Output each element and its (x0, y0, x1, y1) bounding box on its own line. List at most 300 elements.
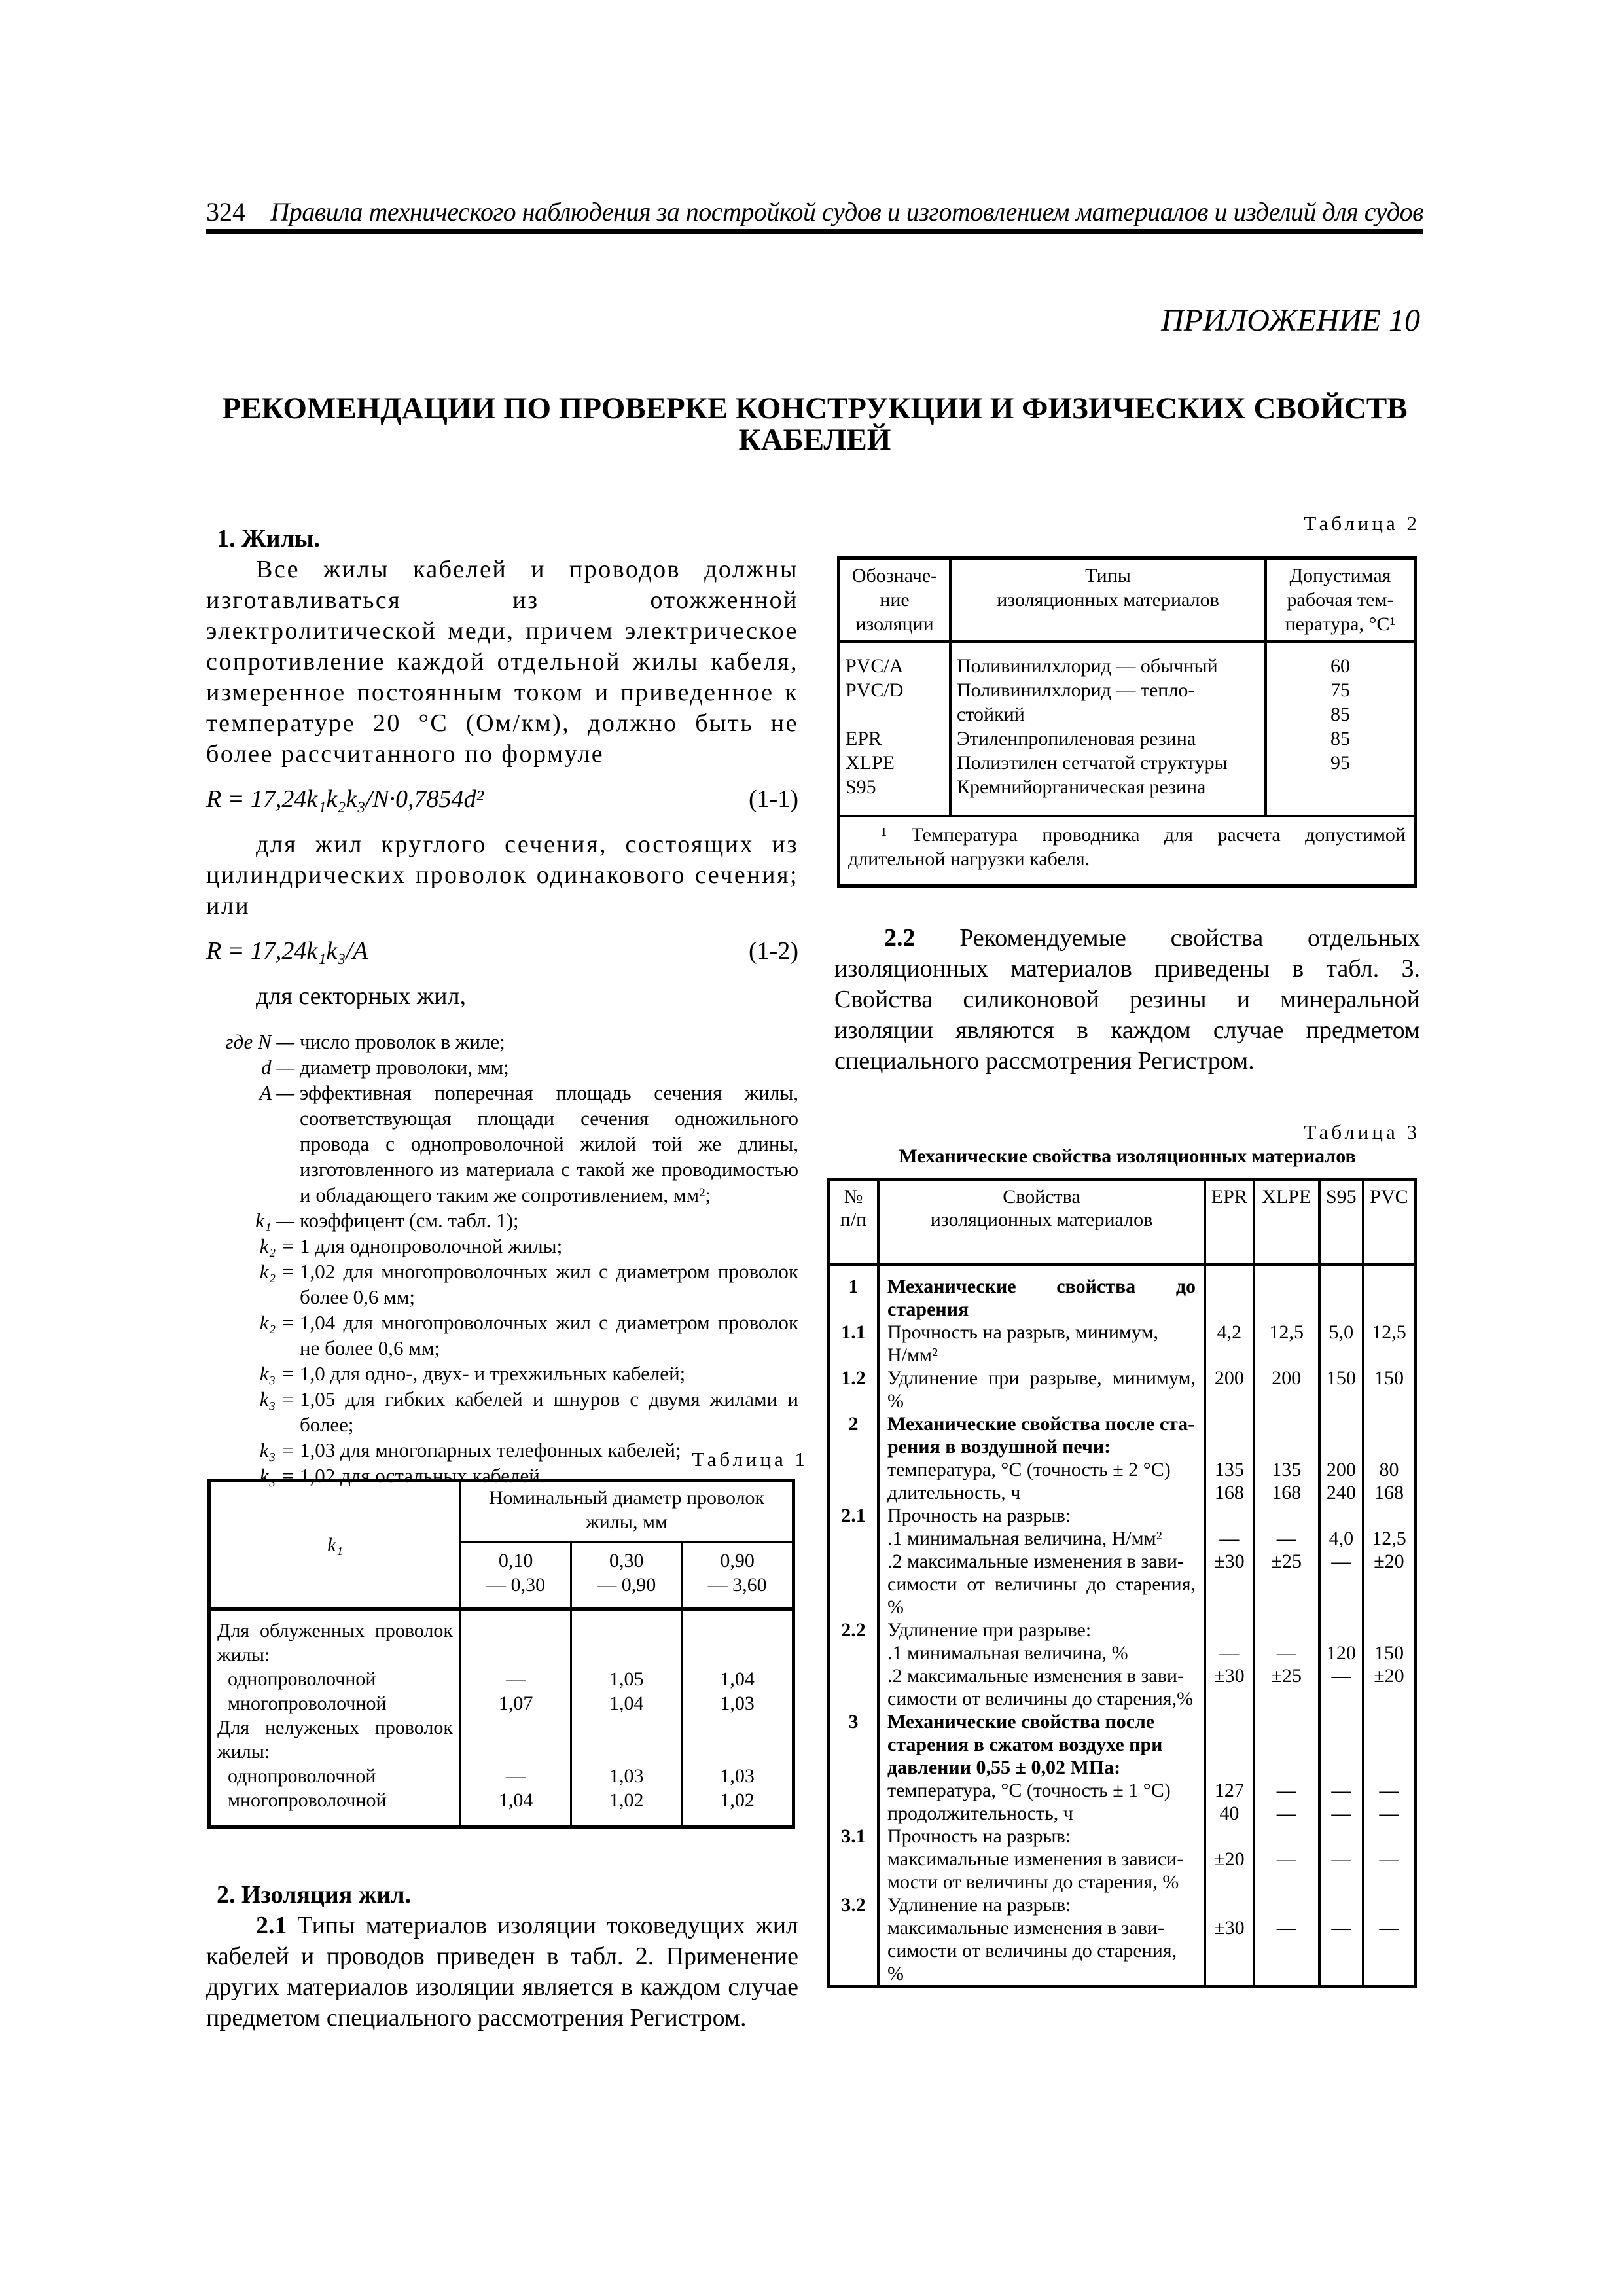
table-1-column-header (682, 1543, 794, 1609)
header-rule (206, 229, 1423, 234)
table-3-cell: — (1319, 1916, 1363, 1939)
table-3-cell (1205, 1435, 1254, 1458)
section-2-para-2 (834, 923, 1420, 1077)
definition-text: 1,03 для многопарных телефонных кабелей; (300, 1439, 681, 1462)
table-3-cell: 168 (1254, 1481, 1319, 1504)
table-3-cell (1205, 1893, 1254, 1916)
definition-text: число проволок в жиле; (300, 1030, 505, 1053)
table-1-cell: 1,02 (720, 1789, 755, 1811)
table-3-row-property: длительность, ч (878, 1481, 1205, 1504)
definition-item (206, 1208, 798, 1233)
table-3-row (829, 1367, 1416, 1412)
table-3-cell: ±20 (1205, 1848, 1254, 1871)
table-3-cell: 150 (1319, 1367, 1363, 1412)
para-2-2-number: 2.2 (884, 924, 916, 952)
page-number: 324 (206, 197, 245, 226)
table-3-cell: 12,5 (1372, 1528, 1406, 1549)
table-2-column-3 (1266, 642, 1416, 817)
table-3-cell (1205, 1871, 1254, 1893)
header-line: пература, °С¹ (1285, 613, 1396, 635)
table-2-footnote: ¹ Температура проводника для расчета допустимой длительной нагрузки кабеля. (848, 824, 1406, 870)
table-3-row-number: 1.2 (829, 1367, 879, 1412)
table-3-cell (1363, 1733, 1416, 1756)
table-3-title: Механические свойства изоляционных материалов (899, 1145, 1356, 1167)
table-3-cell (1363, 1939, 1416, 1962)
table-3-cell: 4,0 (1319, 1527, 1363, 1550)
column-header-line: — 0,30 (486, 1574, 546, 1596)
table-3-row-number: 2.2 (829, 1619, 879, 1641)
table-3-cell (1319, 1573, 1363, 1619)
table-2-cell: 85 (1330, 728, 1350, 749)
table-1-group-header: Номинальный диаметр проволок жилы, мм (461, 1480, 794, 1543)
table-3-spacer-cell (1205, 1985, 1254, 1987)
table-3-cell (1254, 1573, 1319, 1619)
table-3-cell: ±30 (1205, 1664, 1254, 1687)
table-3-row-number (829, 1779, 879, 1802)
table-3-row-number (829, 1458, 879, 1481)
definition-item (206, 1310, 798, 1361)
table-3-cell (1205, 1825, 1254, 1848)
table-2 (837, 556, 1417, 888)
table-3-row-property: .1 минимальная величина, % (878, 1641, 1205, 1664)
table-3-cell (1205, 1412, 1254, 1435)
table-3-row (829, 1687, 1416, 1710)
table-3-spacer-cell (1363, 1985, 1416, 1987)
table-2-cell: Поливинилхлорид — обычный (957, 655, 1218, 677)
table-3-header-material: S95 (1319, 1180, 1363, 1265)
table-3-row (829, 1527, 1416, 1550)
table-3-cell (1363, 1687, 1416, 1710)
table-3-row-number (829, 1848, 879, 1871)
formula-1-1-expr: R = 17,24k₁k₂k₃/N·0,7854d² (206, 785, 484, 813)
table-3-cell (1319, 1265, 1363, 1321)
table-3-cell (1254, 1344, 1319, 1367)
table-3-cell (1254, 1756, 1319, 1779)
table-3-cell: 200 (1254, 1367, 1319, 1412)
table-3-cell (1205, 1710, 1254, 1733)
header-line: п/п (840, 1209, 867, 1230)
table-3-cell: — (1205, 1641, 1254, 1664)
table-3-cell: 12,5 (1372, 1321, 1406, 1343)
definition-symbol: k₂ = (259, 1260, 294, 1283)
table-3-cell: 135 (1254, 1458, 1319, 1481)
definition-text: 1 для однопроволочной жилы; (300, 1234, 563, 1257)
table-2-cell: S95 (846, 776, 876, 798)
table-3-row-number (829, 1481, 879, 1504)
table-1-cell (461, 1609, 571, 1668)
table-3-row-property: максимальные изменения в зависи- (878, 1848, 1205, 1871)
table-3-cell: — (1254, 1527, 1319, 1550)
table-3-row-property: .2 максимальные изменения в зави- (878, 1550, 1205, 1573)
table-3-cell (1363, 1435, 1416, 1458)
table-3-header-property (878, 1180, 1205, 1265)
table-3-header-material: XLPE (1254, 1180, 1319, 1265)
table-3-row (829, 1939, 1416, 1962)
table-2-body-row (839, 642, 1416, 817)
table-3-row-property: симости от величины до старения,% (878, 1687, 1205, 1710)
table-2-cell (846, 702, 944, 726)
table-3-spacer-cell (1319, 1985, 1363, 1987)
section-2-2 (834, 923, 1420, 1077)
table-3-row-property: Н/мм² (878, 1344, 1205, 1367)
table-3-row (829, 1871, 1416, 1893)
table-3-row (829, 1412, 1416, 1435)
table-3-cell (1363, 1893, 1416, 1916)
table-3-row-number (829, 1916, 879, 1939)
section-1-para-3: для секторных жил, (256, 982, 466, 1010)
table-3-row-number (829, 1733, 879, 1756)
section-1-para-2: для жил круглого сечения, состоящих из цилиндрических проволок одинакового сечения; или (206, 831, 798, 920)
table-3-row (829, 1550, 1416, 1573)
definition-text: 1,04 для многопроволочных жил с диаметром проволок не более 0,6 мм; (300, 1311, 798, 1359)
table-3-row (829, 1321, 1416, 1344)
column-header-line: 0,30 (609, 1550, 644, 1571)
table-1-cell: 1,07 (461, 1691, 571, 1715)
table-3-cell: 150 (1374, 1367, 1404, 1389)
table-3-cell (1205, 1687, 1254, 1710)
table-3-cell: — (1254, 1848, 1319, 1871)
table-3-header-row (829, 1180, 1416, 1265)
table-3-cell: — (1379, 1780, 1399, 1801)
table-1-cell (571, 1609, 682, 1668)
table-3-row (829, 1481, 1416, 1504)
table-1-row (209, 1691, 794, 1715)
table-3-row-number (829, 1435, 879, 1458)
table-3-cell: — (1319, 1848, 1363, 1871)
table-1-cell: 1,04 (571, 1691, 682, 1715)
table-3-row-property: старения в сжатом воздухе при (878, 1733, 1205, 1756)
definition-text: диаметр проволоки, мм; (300, 1056, 509, 1079)
section-1-heading: 1. Жилы. (217, 525, 320, 552)
table-3-cell (1319, 1893, 1363, 1916)
table-3-cell: 240 (1319, 1481, 1363, 1504)
table-3-cell (1254, 1962, 1319, 1985)
table-3-row-number: 3.2 (829, 1893, 879, 1916)
para-2-2-text: Рекомендуемые свойства отдельных изоляционных материалов приведены в табл. 3. Свойства силиконовой резины и минеральной изоляции являются в каждом случае предметом специального рассмотрения Регистром. (834, 924, 1420, 1075)
table-1-row-label: Для облуженных проволок жилы: (209, 1609, 461, 1668)
table-1-row (209, 1667, 794, 1691)
definition-text: эффективная поперечная площадь сечения жилы, соответствующая площади сечения одножильного провода с однопроволочной жилой той же длины, изготовленного из материала с такой же проводимостью и обладающего таким же сопротивлением, мм²; (300, 1081, 798, 1206)
table-3-row-property: .2 максимальные изменения в зави- (878, 1664, 1205, 1687)
table-1-cell: 1,03 (720, 1765, 755, 1787)
table-3-cell (1205, 1939, 1254, 1962)
header-line: изоляционных материалов (930, 1209, 1153, 1230)
table-3-cell (1363, 1573, 1416, 1619)
table-3-cell (1363, 1265, 1416, 1321)
table-3-row-property: симости от величины до старения, % (878, 1573, 1205, 1619)
table-3-row-number (829, 1344, 879, 1367)
table-3-cell: — (1379, 1803, 1399, 1824)
table-3-cell: 168 (1205, 1481, 1254, 1504)
table-3-cell (1319, 1939, 1363, 1962)
table-3-row-number (829, 1641, 879, 1664)
table-3-row (829, 1779, 1416, 1802)
table-3-row (829, 1825, 1416, 1848)
table-3-cell (1363, 1825, 1416, 1848)
table-3-cell: — (1379, 1848, 1399, 1870)
table-3-row-property: максимальные изменения в зави- (878, 1916, 1205, 1939)
table-3-cell (1254, 1939, 1319, 1962)
table-3-cell (1254, 1412, 1319, 1435)
table-3-row (829, 1619, 1416, 1641)
table-3-cell (1205, 1756, 1254, 1779)
table-2-cell: Поливинилхлорид — тепло- (957, 679, 1195, 701)
section-1-para-1: Все жилы кабелей и проводов должны изготавливаться из отожженной электролитической меди, причем электрическое сопротивление каждой отдельной жилы кабеля, измеренное постоянным током и приведенное к температуре 20 °С (Ом/км), должно быть не более рассчитанного по формуле (206, 556, 798, 768)
table-2-column-header (950, 558, 1266, 642)
table-2-column-1 (839, 642, 951, 817)
table-3-header-material: EPR (1205, 1180, 1254, 1265)
table-3-cell (1205, 1733, 1254, 1756)
definition-item (206, 1259, 798, 1310)
header-line: Обозначе- (851, 565, 938, 586)
header-line: Допустимая (1289, 565, 1391, 586)
table-3-row (829, 1916, 1416, 1939)
table-3-row-property: Прочность на разрыв: (878, 1504, 1205, 1527)
table-1-row-label: Для нелуженых проволок жилы: (209, 1715, 461, 1764)
table-3-row-number (829, 1527, 879, 1550)
table-3-row-property: рения в воздушной печи: (878, 1435, 1205, 1458)
table-3 (827, 1178, 1417, 1988)
table-2-column-header (839, 558, 951, 642)
table-3-cell (1254, 1435, 1319, 1458)
definition-text: 1,02 для многопроволочных жил с диаметром проволок более 0,6 мм; (300, 1260, 798, 1308)
table-3-row (829, 1962, 1416, 1985)
table-1-column-header (571, 1543, 682, 1609)
table-2-footnote-row (839, 816, 1416, 886)
header-line: изоляции (855, 613, 934, 635)
definition-text: 1,02 для остальных кабелей. (300, 1464, 545, 1487)
table-3-cell (1205, 1344, 1254, 1367)
table-3-row-number (829, 1664, 879, 1687)
definition-symbol: k₃ = (259, 1362, 294, 1385)
table-3-row-property: Механические свойства после ста- (878, 1412, 1205, 1435)
table-1-column-header (461, 1543, 571, 1609)
table-3-row (829, 1802, 1416, 1825)
table-3-row-number: 1.1 (829, 1321, 879, 1344)
table-3-cell (1205, 1619, 1254, 1641)
appendix-label: ПРИЛОЖЕНИЕ 10 (1161, 303, 1420, 338)
table-3-row-number (829, 1550, 879, 1573)
table-3-cell (1254, 1710, 1319, 1733)
table-3-cell (1363, 1710, 1416, 1733)
definition-symbol: k₂ = (259, 1234, 294, 1257)
table-3-cell (1319, 1687, 1363, 1710)
table-2-cell: 75 (1330, 679, 1350, 701)
table-3-cell: 168 (1374, 1482, 1404, 1503)
table-2-caption: Таблица 2 (1304, 512, 1420, 535)
table-3-cell (1254, 1265, 1319, 1321)
table-3-row-property: Механические свойства после (878, 1710, 1205, 1733)
table-3-row-property: симости от величины до старения, (878, 1939, 1205, 1962)
definition-symbol: где N — (225, 1030, 294, 1053)
table-3-row-number: 1 (829, 1265, 879, 1321)
formula-1-1 (206, 784, 798, 815)
table-3-cell (1254, 1687, 1319, 1710)
table-3-row-number: 2 (829, 1412, 879, 1435)
header-line: ние (880, 589, 910, 611)
table-3-header-material: PVC (1363, 1180, 1416, 1265)
table-3-cell: — (1254, 1641, 1319, 1664)
table-3-row (829, 1756, 1416, 1779)
section-2-para-1 (206, 1910, 798, 2034)
table-3-spacer-row (829, 1985, 1416, 1987)
table-3-cell: ±30 (1205, 1916, 1254, 1939)
table-1-cell: 1,04 (461, 1788, 571, 1827)
table-1-cell: 1,03 (571, 1764, 682, 1788)
definition-text: 1,05 для гибких кабелей и шнуров с двумя жилами и более; (300, 1388, 798, 1436)
table-3-cell: — (1319, 1550, 1363, 1573)
table-3-cell: 120 (1319, 1641, 1363, 1664)
table-3-cell (1319, 1710, 1363, 1733)
table-3-cell (1319, 1733, 1363, 1756)
formula-1-1-number: (1-1) (749, 785, 798, 813)
table-3-cell: 80 (1379, 1459, 1399, 1480)
table-3-cell (1319, 1756, 1363, 1779)
table-3-row (829, 1733, 1416, 1756)
table-3-cell (1319, 1412, 1363, 1435)
table-3-cell (1319, 1619, 1363, 1641)
table-3-cell (1254, 1893, 1319, 1916)
table-1-row-label: однопроволочной (209, 1764, 461, 1788)
header-line: Типы (1085, 565, 1131, 586)
table-3-cell: 200 (1319, 1458, 1363, 1481)
formula-1-2 (206, 936, 798, 967)
table-3-row (829, 1435, 1416, 1458)
table-3-cell (1205, 1504, 1254, 1527)
table-3-cell: ±25 (1254, 1664, 1319, 1687)
table-3-cell (1363, 1412, 1416, 1435)
table-3-row (829, 1710, 1416, 1733)
table-1-cell: — (461, 1667, 571, 1691)
definition-item (206, 1054, 798, 1080)
table-1-cell: 1,03 (720, 1693, 755, 1714)
column-header-line: — 0,90 (597, 1574, 656, 1596)
table-3-cell: — (1319, 1664, 1363, 1687)
table-2-cell: 60 (1330, 655, 1350, 677)
table-3-spacer-cell (878, 1985, 1205, 1987)
table-3-row-property: Прочность на разрыв: (878, 1825, 1205, 1848)
para-2-1-number: 2.1 (256, 1912, 287, 1939)
table-2-cell (1272, 775, 1408, 799)
table-1 (207, 1479, 795, 1829)
table-1-row (209, 1764, 794, 1788)
table-3-row (829, 1504, 1416, 1527)
table-3-cell: ±25 (1254, 1550, 1319, 1573)
table-3-row (829, 1344, 1416, 1367)
table-2-cell: 95 (1330, 752, 1350, 774)
table-3-row-number (829, 1573, 879, 1619)
table-2-cell: Этиленпропиленовая резина (957, 728, 1196, 749)
definition-item (206, 1386, 798, 1437)
section-2 (206, 1880, 798, 2034)
table-1-cell (571, 1715, 682, 1764)
definition-item (206, 1029, 798, 1054)
table-1-row-label: однопроволочной (209, 1667, 461, 1691)
table-3-cell: 200 (1205, 1367, 1254, 1412)
table-3-cell: — (1254, 1779, 1319, 1802)
definition-symbol: k₃ = (259, 1439, 294, 1462)
header-line: изоляционных материалов (997, 589, 1219, 611)
definition-item (206, 1233, 798, 1259)
table-3-cell (1363, 1344, 1416, 1367)
table-3-row-property: Механические свойства до старения (878, 1265, 1205, 1321)
table-1-row (209, 1609, 794, 1668)
table-3-cell: — (1379, 1917, 1399, 1939)
table-3-cell: ±30 (1205, 1550, 1254, 1573)
table-2-cell: 85 (1330, 704, 1350, 725)
table-1-row (209, 1788, 794, 1827)
table-3-cell (1254, 1733, 1319, 1756)
definition-symbol: k₃ = (259, 1464, 294, 1487)
para-2-1-text: Типы материалов изоляции токоведущих жил кабелей и проводов приведен в табл. 2. Применение других материалов изоляции является в каждом случае предметом специального рассмотрения Регистром. (206, 1912, 798, 2032)
table-3-spacer-cell (829, 1985, 879, 1987)
table-3-cell: 4,2 (1205, 1321, 1254, 1344)
table-3-cell: — (1205, 1527, 1254, 1550)
definition-text: коэффицент (см. табл. 1); (300, 1209, 519, 1232)
table-3-row-property: продолжительность, ч (878, 1802, 1205, 1825)
table-2-column-header (1266, 558, 1416, 642)
table-3-row (829, 1893, 1416, 1916)
definition-item (206, 1361, 798, 1386)
column-header-line: 0,10 (498, 1550, 533, 1571)
table-3-cell (1319, 1504, 1363, 1527)
table-1-caption: Таблица 1 (692, 1448, 808, 1471)
table-3-row-number (829, 1802, 879, 1825)
definition-symbol: d — (261, 1056, 294, 1079)
section-1 (206, 524, 798, 1488)
table-3-cell (1363, 1756, 1416, 1779)
table-3-cell (1319, 1344, 1363, 1367)
table-3-cell (1254, 1871, 1319, 1893)
table-1-cell: 1,02 (571, 1788, 682, 1827)
table-3-row-number: 3.1 (829, 1825, 879, 1848)
table-3-row-number: 3 (829, 1710, 879, 1733)
table-3-cell (1205, 1573, 1254, 1619)
table-3-cell (1254, 1619, 1319, 1641)
table-2-column-2 (950, 642, 1266, 817)
table-3-cell: — (1319, 1779, 1363, 1802)
definition-item (206, 1080, 798, 1208)
table-3-row-number: 2.1 (829, 1504, 879, 1527)
table-1-cell (682, 1715, 794, 1764)
table-1-cell: — (461, 1764, 571, 1788)
table-3-cell (1319, 1435, 1363, 1458)
table-3-cell (1363, 1871, 1416, 1893)
table-3-cell: ±20 (1374, 1665, 1404, 1687)
table-3-cell (1254, 1825, 1319, 1848)
table-3-cell (1363, 1962, 1416, 1985)
title-line-2: КАБЕЛЕЙ (738, 423, 891, 457)
table-3-row-number (829, 1962, 879, 1985)
table-3-row-number (829, 1687, 879, 1710)
table-3-cell (1319, 1962, 1363, 1985)
table-3-row-property: Удлинение на разрыв: (878, 1893, 1205, 1916)
table-1-cell (682, 1609, 794, 1668)
table-1-cell (461, 1715, 571, 1764)
table-1-corner: k₁ (209, 1480, 461, 1609)
table-3-cell: 127 (1205, 1779, 1254, 1802)
table-2-cell: PVC/D (846, 679, 904, 701)
section-2-heading: 2. Изоляция жил. (217, 1881, 412, 1909)
header-line: Свойства (1003, 1186, 1080, 1208)
table-3-cell (1319, 1825, 1363, 1848)
table-3-header-number (829, 1180, 879, 1265)
header-line: № (844, 1186, 863, 1208)
table-3-cell (1319, 1871, 1363, 1893)
table-3-cell: — (1319, 1802, 1363, 1825)
table-3-row (829, 1664, 1416, 1687)
table-1-cell: 1,04 (720, 1668, 755, 1690)
